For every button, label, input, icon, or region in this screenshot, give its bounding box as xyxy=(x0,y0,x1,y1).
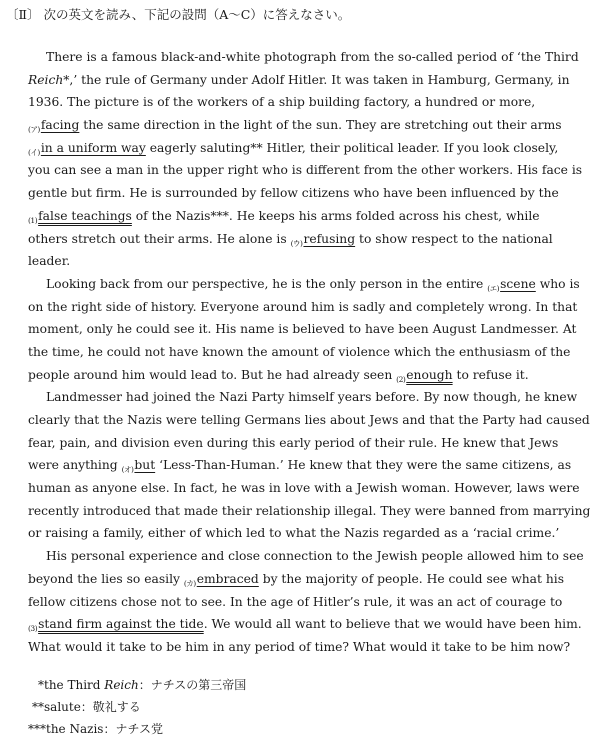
underlined-i: in a uniform way xyxy=(40,140,146,155)
footnote-salute: **salute：敬礼する xyxy=(32,700,141,714)
passage-line: fear, pain, and division even during this early period of their rule. He knew that Jews xyxy=(28,435,559,450)
marker-1: (1) xyxy=(28,215,38,225)
underlined-3: stand firm against the tide xyxy=(38,617,204,632)
passage-line: the time, he could not have known the amount of violence which the enthusiasm of the xyxy=(28,344,571,359)
passage-line: you can see a man in the upper right who is different from the other workers. His face is xyxy=(28,163,583,178)
passage-line: moment, only he could see it. His name is believed to have been August Landmesser. At xyxy=(28,322,577,337)
marker-ka: (カ) xyxy=(183,578,196,588)
marker-a: (ア) xyxy=(28,125,40,135)
passage-line: clearly that the Nazis were telling Germans lies about Jews and that the Party had caused xyxy=(28,413,590,427)
passage-line: on the right side of history. Everyone around him is sadly and completely wrong. In that xyxy=(28,299,578,314)
passage-line: or raising a family, either of which led to what the Nazis regarded as a ‘racial crime.’ xyxy=(28,526,560,541)
footnote-nazis: ***the Nazis：ナチス党 xyxy=(28,722,163,736)
marker-3: (3) xyxy=(28,624,38,634)
footnote-reich: *the Third Reich：ナチスの第三帝国 xyxy=(38,678,247,692)
passage-line: human as anyone else. In fact, he was in love with a Jewish woman. However, laws were xyxy=(28,481,580,496)
underlined-u: refusing xyxy=(303,231,356,246)
footnotes xyxy=(28,674,428,740)
passage-line: people around him would lead to. But he had already seen $_{(2)}$enough to refuse it. xyxy=(28,367,529,384)
question-header: 〔Ⅱ〕 次の英文を読み、下記の設問（A～C）に答えなさい。 xyxy=(6,7,351,22)
marker-2: (2) xyxy=(396,374,406,384)
passage xyxy=(28,46,590,659)
passage-line: $_{(ア)}$facing the same direction in the light of the sun. They are stretching out their arms xyxy=(28,118,562,135)
underlined-o: but xyxy=(134,458,156,473)
passage-line: $_{(1)}$false teachings of the Nazis***. He keeps his arms folded across his chest, while xyxy=(28,208,540,225)
underlined-ka: embraced xyxy=(196,571,259,586)
passage-line: Reich*,’ the rule of Germany under Adolf Hitler. It was taken in Hamburg, Germany, in xyxy=(28,72,570,87)
passage-line: 1936. The picture is of the workers of a ship building factory, a hundred or more, xyxy=(28,95,536,110)
passage-line: $_{(3)}$stand firm against the tide. We would all want to believe that we would have been him. xyxy=(28,617,582,634)
underlined-e: scene xyxy=(500,276,536,291)
passage-line: Landmesser had joined the Nazi Party himself years before. By now though, he knew xyxy=(46,390,578,405)
passage-line: What would it take to be him in any period of time? What would it take to be him now? xyxy=(28,639,571,654)
marker-e: (エ) xyxy=(487,283,500,293)
passage-line: $_{(イ)}$in a uniform way eagerly saluting** Hitler, their political leader. If you look closely, xyxy=(28,140,559,157)
marker-i: (イ) xyxy=(28,147,40,157)
passage-line: fellow citizens chose not to see. In the age of Hitler’s rule, it was an act of courage to xyxy=(28,594,563,609)
passage-line: were anything $_{(オ)}$but ‘Less-Than-Human.’ He knew that they were the same citizens, as xyxy=(28,458,572,475)
passage-line: leader. xyxy=(28,254,71,269)
passage-line: His personal experience and close connection to the Jewish people allowed him to see xyxy=(46,549,584,564)
marker-o: (オ) xyxy=(121,465,134,475)
underlined-2: enough xyxy=(406,367,453,382)
passage-line: There is a famous black-and-white photograph from the so-called period of ‘the Third xyxy=(46,50,579,64)
marker-u: (ウ) xyxy=(290,238,303,248)
passage-line: Looking back from our perspective, he is the only person in the entire $_{(エ)}$scene who is xyxy=(46,276,580,293)
underlined-1: false teachings xyxy=(38,208,132,223)
underlined-a: facing xyxy=(40,118,80,133)
passage-line: gentle but firm. He is surrounded by fellow citizens who have been influenced by the xyxy=(28,186,559,201)
passage-line: beyond the lies so easily $_{(カ)}$embraced by the majority of people. He could see what his xyxy=(28,571,565,588)
passage-line: recently introduced that made their relationship illegal. They were banned from marrying xyxy=(28,503,590,518)
passage-line: others stretch out their arms. He alone is $_{(ウ)}$refusing to show respect to the national xyxy=(28,231,553,248)
